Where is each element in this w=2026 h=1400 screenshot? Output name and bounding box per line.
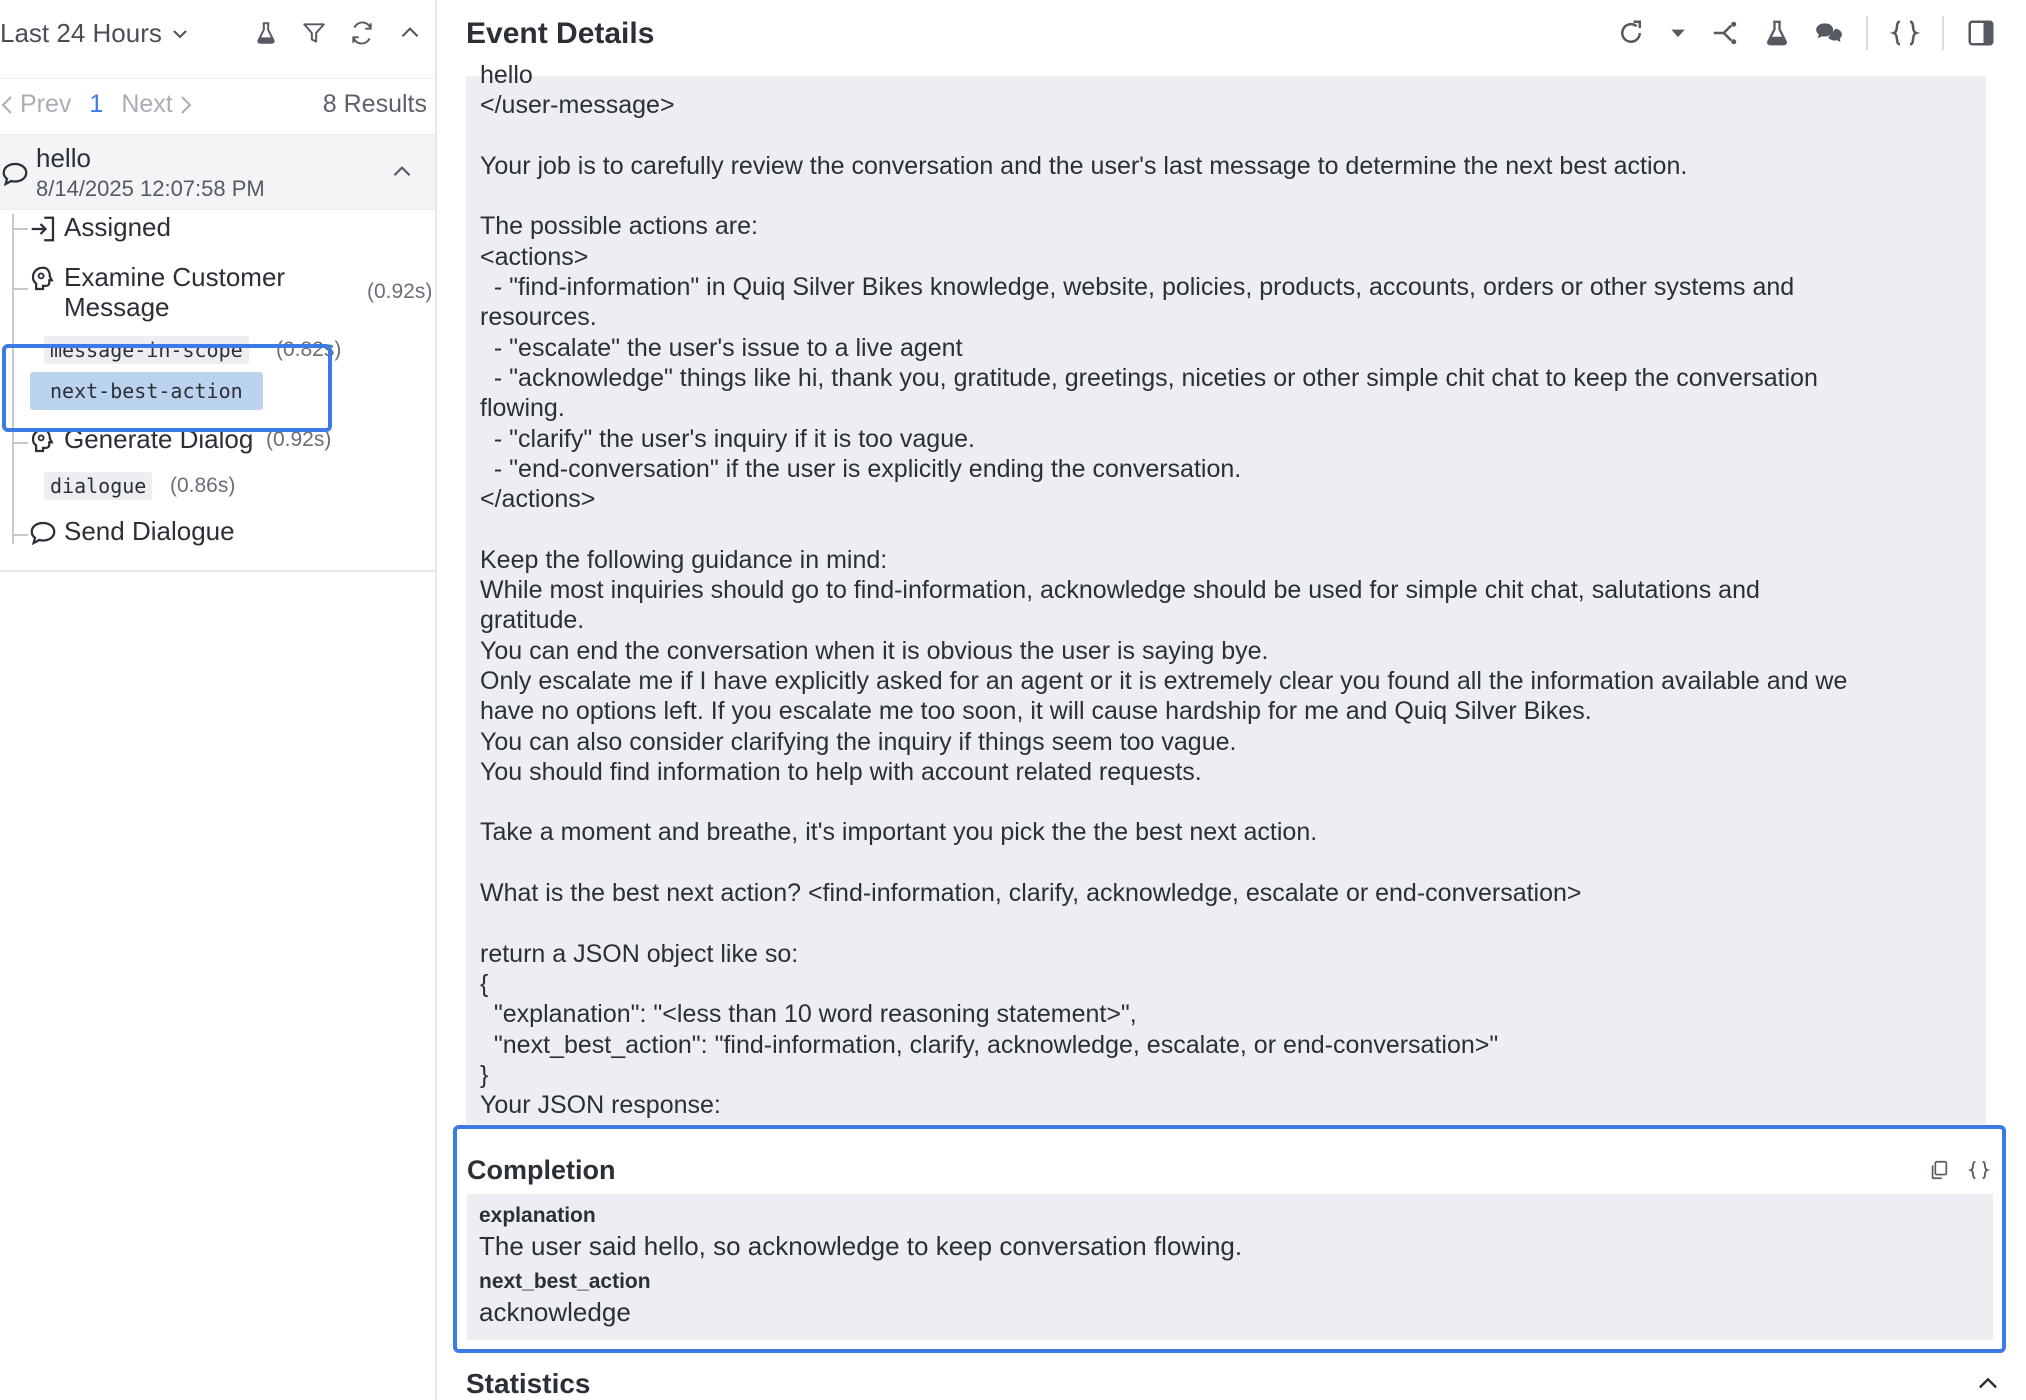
prompt-panel[interactable] — [466, 61, 1986, 1124]
filter-icon[interactable] — [299, 18, 329, 48]
prev-label: Prev — [20, 90, 72, 118]
field-value-explanation: The user said hello, so acknowledge to keep conversation flowing. — [479, 1231, 1243, 1261]
time-range-select[interactable] — [0, 18, 190, 49]
page-title: Event Details — [466, 17, 655, 50]
tree-connector — [12, 214, 14, 544]
chevron-left-icon — [0, 94, 14, 116]
json-braces-icon[interactable] — [1890, 18, 1920, 48]
brain-icon — [28, 426, 58, 456]
event-label: Send Dialogue — [64, 516, 235, 546]
event-label: Generate Dialog — [64, 424, 254, 454]
step-tag-dialogue[interactable]: dialogue — [44, 472, 152, 500]
completion-body — [467, 1194, 1993, 1340]
step-duration: (0.86s) — [170, 474, 236, 497]
chat-bubble-icon — [0, 159, 30, 189]
tree-branch — [12, 442, 28, 444]
event-details-pane — [439, 0, 2026, 1400]
event-label: Assigned — [64, 212, 171, 242]
flask-icon[interactable] — [251, 18, 281, 48]
panel-toggle-icon[interactable] — [1966, 18, 1996, 48]
prompt-text: hello </user-message> Your job is to carefully review the conversation and the user's last message to determine the next best action. The possible actions are: <actions> - "find-information" in Quiq Silver Bikes knowledge, website, policies, products, accounts, orders or other systems and resources. - "escalate" the user's issue to a live agent - "acknowledge" things like hi, thank you, gratitude, greetings, niceties or other simple chit chat to keep the conversation flowing. - "clarify" the user's inquiry if it is too vague. - "end-conversation" if the user is explicitly ending the conversation. </actions> Keep the following guidance in mind: While most inquiries should go to find-information, acknowledge should be used for simple chit chat, salutations and gratitude. You can end the conversation when it is obvious the user is saying bye. Only escalate me if I have explicitly asked for an agent or it is extremely clear you found all the information available and we have no options left. If you escalate me too soon, it will cause hardship for me and Quiq Silver Bikes. You can also consider clarifying the inquiry if things seem too vague. You should find information to help with account related requests. Take a moment and breathe, it's important you pick the the best next action. What is the best next action? <find-information, clarify, acknowledge, escalate or end-conversation> return a JSON object like so: { "explanation": "<less than 10 word reasoning statement>", "next_best_action": "find-information, clarify, acknowledge, escalate, or end-conversation>" } Your JSON response: — [480, 61, 1848, 1120]
field-label-explanation: explanation — [479, 1204, 596, 1227]
event-assigned[interactable] — [28, 212, 171, 244]
step-duration: (0.82s) — [276, 338, 342, 361]
chevron-up-icon[interactable] — [389, 159, 415, 185]
tree-branch — [12, 288, 28, 290]
statistics-title[interactable]: Statistics — [466, 1368, 591, 1399]
brain-icon — [28, 264, 58, 294]
chat-bubble-icon — [28, 518, 58, 548]
json-braces-icon[interactable] — [1966, 1157, 1992, 1183]
event-generate-dialog[interactable] — [28, 424, 253, 456]
tree-branch — [12, 228, 28, 230]
results-count: 8 Results — [322, 90, 427, 118]
page-number[interactable]: 1 — [89, 90, 104, 118]
list-header — [0, 0, 435, 72]
prev-page-button[interactable] — [0, 90, 71, 119]
toolbar-divider — [1866, 16, 1868, 50]
event-duration: (0.92s) — [266, 428, 332, 451]
tree-branch — [12, 534, 28, 536]
next-page-button[interactable] — [121, 90, 192, 119]
copy-icon[interactable] — [1926, 1157, 1952, 1183]
conversation-icon[interactable] — [1814, 18, 1844, 48]
flask-icon[interactable] — [1762, 18, 1792, 48]
time-range-label: Last 24 Hours — [0, 18, 162, 48]
completion-section — [453, 1125, 2006, 1353]
chevron-right-icon — [179, 94, 193, 116]
group-title: hello — [36, 143, 91, 173]
assigned-icon — [28, 214, 58, 244]
field-label-next-best-action: next_best_action — [479, 1270, 651, 1293]
pagination — [0, 78, 435, 130]
event-tree — [0, 210, 435, 572]
group-timestamp: 8/14/2025 12:07:58 PM — [36, 176, 265, 201]
next-label: Next — [121, 90, 173, 118]
rerun-icon[interactable] — [1616, 18, 1646, 48]
step-tag-next-best-action[interactable]: next-best-action — [30, 372, 263, 410]
field-value-next-best-action: acknowledge — [479, 1297, 631, 1327]
completion-title: Completion — [467, 1155, 616, 1185]
event-label: Examine Customer Message — [64, 262, 286, 322]
chevron-up-icon[interactable] — [395, 18, 425, 48]
conversation-group[interactable] — [0, 134, 435, 210]
caret-down-icon[interactable] — [1668, 18, 1688, 48]
toolbar-divider — [1942, 16, 1944, 50]
share-icon[interactable] — [1710, 18, 1740, 48]
event-send-dialogue[interactable] — [28, 516, 235, 548]
chevron-down-icon — [170, 24, 190, 44]
event-examine-customer-message[interactable] — [28, 262, 285, 322]
chevron-up-icon[interactable] — [1974, 1370, 2002, 1398]
step-tag-message-in-scope[interactable]: message-in-scope — [44, 336, 249, 364]
refresh-icon[interactable] — [347, 18, 377, 48]
event-list-pane — [0, 0, 437, 1400]
event-duration: (0.92s) — [367, 280, 433, 303]
